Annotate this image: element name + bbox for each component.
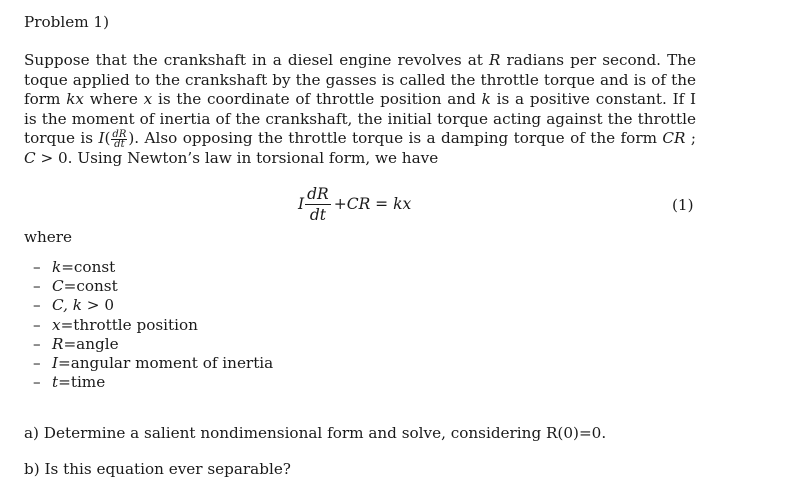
definition-text: =time	[58, 373, 106, 392]
question-a: a) Determine a salient nondimensional form and solve, considering R(0)=0.	[24, 424, 607, 442]
para-text: where	[84, 90, 144, 109]
dash-bullet: –	[33, 373, 41, 392]
math-symbol: R	[489, 51, 501, 69]
dash-bullet: –	[33, 258, 41, 276]
dash-bullet: –	[33, 296, 41, 315]
para-text: ).	[128, 129, 140, 148]
equation-fraction	[305, 185, 331, 224]
equation-symbol: CR	[346, 195, 371, 213]
math-symbol: I	[98, 129, 105, 148]
math-symbol: C	[52, 277, 64, 296]
list-item	[33, 354, 273, 373]
math-symbol: x	[143, 90, 153, 109]
definition-text: =const	[63, 277, 118, 296]
problem-paragraph	[24, 51, 696, 169]
math-symbol: k	[481, 90, 491, 109]
para-text: Suppose that the crankshaft in a diesel engine revolves at	[24, 51, 489, 69]
math-symbol: C, k	[52, 296, 82, 315]
dash-bullet: –	[33, 354, 41, 373]
dash-bullet: –	[33, 277, 41, 296]
equation-symbol: kx	[393, 195, 412, 213]
math-symbol: I	[52, 354, 58, 373]
math-symbol: R	[52, 334, 64, 353]
para-text: > 0. Using Newton’s law in torsional form, we have	[35, 148, 439, 167]
para-text: radians per second. The toque applied to the crankshaft by the gasses is called the throttle torque and is of the form	[24, 51, 696, 109]
para-text: ;	[685, 129, 696, 148]
para-text: Also opposing the throttle torque is a damping torque of the form	[139, 129, 663, 148]
list-item	[33, 277, 273, 296]
fraction-numerator: dR	[112, 128, 127, 140]
inline-fraction	[111, 130, 127, 149]
definition-list	[33, 258, 273, 392]
definition-text: > 0	[81, 296, 114, 315]
fraction-denominator: dt	[309, 205, 326, 224]
para-text: is the coordinate of throttle position and	[152, 90, 482, 109]
para-text: is a positive constant. If I is the moment of inertia of the crankshaft, the initial torque acting against the throttle torque is	[24, 90, 696, 148]
math-symbol: x	[52, 315, 61, 334]
math-symbol: kx	[66, 90, 84, 109]
question-b: b) Is this equation ever separable?	[24, 460, 291, 478]
where-label: where	[24, 228, 73, 246]
definition-text: =angle	[63, 334, 119, 353]
equation-operator: +	[333, 195, 347, 213]
list-item	[33, 258, 273, 277]
dash-bullet: –	[33, 334, 41, 353]
dash-bullet: –	[33, 315, 41, 334]
list-item	[33, 373, 273, 392]
definition-text: =throttle position	[60, 315, 198, 334]
list-item	[33, 316, 273, 335]
equation-number: (1)	[672, 196, 694, 214]
list-item	[33, 296, 273, 315]
problem-heading: Problem 1)	[24, 13, 110, 31]
fraction-denominator: dt	[114, 138, 125, 150]
definition-text: =angular moment of inertia	[58, 354, 274, 373]
math-symbol: k	[52, 258, 62, 276]
definition-text: =const	[61, 258, 116, 276]
math-symbol: CR	[662, 129, 686, 148]
equation-symbol: I	[298, 195, 305, 213]
para-text: (	[104, 129, 111, 148]
fraction-numerator: dR	[307, 184, 329, 203]
list-item	[33, 335, 273, 354]
display-equation	[298, 182, 411, 226]
equation-operator: =	[370, 195, 394, 213]
math-symbol: t	[52, 373, 59, 392]
math-symbol: C	[24, 148, 36, 167]
